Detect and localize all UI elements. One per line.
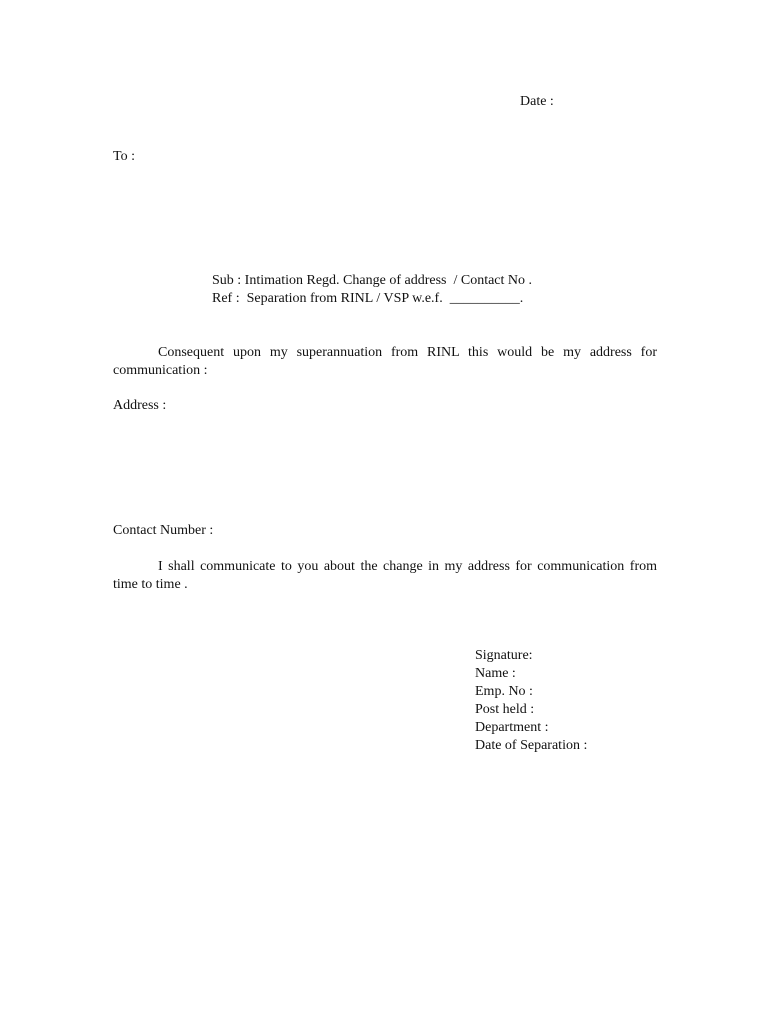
to-label: To : xyxy=(113,149,135,164)
emp-no-label: Emp. No : xyxy=(475,684,533,699)
signature-label: Signature: xyxy=(475,648,533,663)
department-label: Department : xyxy=(475,720,549,735)
date-of-separation-label: Date of Separation : xyxy=(475,738,588,753)
intro-paragraph: Consequent upon my superannuation from RINL this would be my address for communication : xyxy=(113,345,657,378)
contact-number-label: Contact Number : xyxy=(113,523,214,538)
date-label: Date : xyxy=(520,94,554,109)
address-label: Address : xyxy=(113,398,167,413)
reference-line: Ref : Separation from RINL / VSP w.e.f. __________. xyxy=(212,291,524,306)
closing-paragraph: I shall communicate to you about the change in my address for communication from time to time . xyxy=(113,559,657,592)
post-held-label: Post held : xyxy=(475,702,535,717)
signature-block xyxy=(475,647,587,755)
subject-line: Sub : Intimation Regd. Change of address / Contact No . xyxy=(212,273,533,288)
name-label: Name : xyxy=(475,666,516,681)
